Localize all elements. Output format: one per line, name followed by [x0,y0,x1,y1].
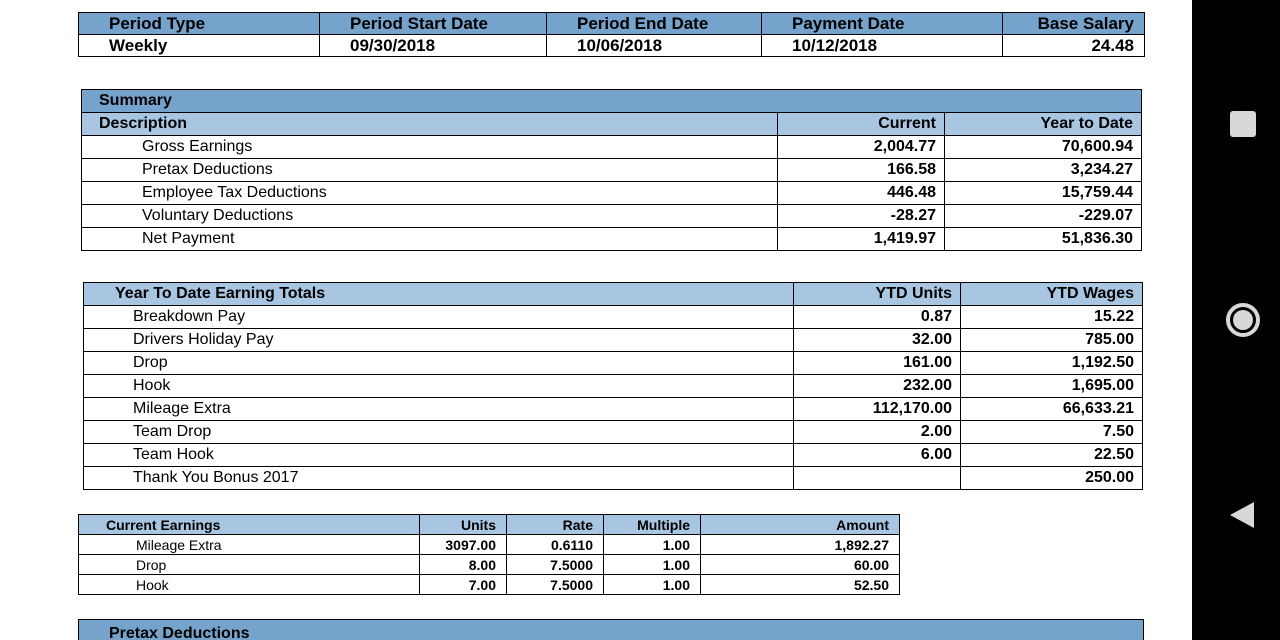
summary-current-header: Current [778,113,945,136]
summary-label: Gross Earnings [82,136,778,159]
current-rate: 0.6110 [507,535,604,555]
summary-ytd: 15,759.44 [945,182,1142,205]
summary-current: 2,004.77 [778,136,945,159]
current-multiple: 1.00 [604,555,701,575]
ytd-wages: 1,695.00 [961,375,1143,398]
payment-date-value: 10/12/2018 [762,35,1003,57]
ytd-earnings-header: Year To Date Earning Totals [84,283,794,306]
current-units: 3097.00 [420,535,507,555]
summary-title: Summary [82,90,1142,113]
ytd-label: Thank You Bonus 2017 [84,467,794,490]
period-start-header: Period Start Date [320,13,547,35]
ytd-units: 32.00 [794,329,961,352]
period-header-row [79,13,1145,35]
base-salary-header: Base Salary [1003,13,1145,35]
recents-square-icon[interactable] [1230,111,1256,137]
summary-ytd-header: Year to Date [945,113,1142,136]
ytd-wages-header: YTD Wages [961,283,1143,306]
current-units: 8.00 [420,555,507,575]
current-units: 7.00 [420,575,507,595]
ytd-wages: 22.50 [961,444,1143,467]
current-multiple-header: Multiple [604,515,701,535]
current-multiple: 1.00 [604,575,701,595]
current-row [79,555,900,575]
current-amount: 60.00 [701,555,900,575]
ytd-wages: 7.50 [961,421,1143,444]
summary-current: 166.58 [778,159,945,182]
summary-ytd: 3,234.27 [945,159,1142,182]
summary-header-row [82,113,1142,136]
summary-ytd: 70,600.94 [945,136,1142,159]
ytd-label: Breakdown Pay [84,306,794,329]
ytd-units: 6.00 [794,444,961,467]
current-label: Hook [79,575,420,595]
ytd-header-row [84,283,1143,306]
ytd-label: Team Hook [84,444,794,467]
summary-row [82,136,1142,159]
summary-current: 446.48 [778,182,945,205]
ytd-units: 161.00 [794,352,961,375]
summary-label: Net Payment [82,228,778,251]
current-amount: 52.50 [701,575,900,595]
current-rate: 7.5000 [507,555,604,575]
current-rate-header: Rate [507,515,604,535]
base-salary-value: 24.48 [1003,35,1145,57]
ytd-earnings-table [83,282,1143,490]
summary-current: 1,419.97 [778,228,945,251]
ytd-label: Hook [84,375,794,398]
pretax-deductions-header: Pretax Deductions [78,619,1144,640]
ytd-units-header: YTD Units [794,283,961,306]
ytd-units: 112,170.00 [794,398,961,421]
current-header-row [79,515,900,535]
current-units-header: Units [420,515,507,535]
period-type-header: Period Type [79,13,320,35]
summary-row [82,228,1142,251]
summary-description-header: Description [82,113,778,136]
payment-date-header: Payment Date [762,13,1003,35]
current-row [79,575,900,595]
current-rate: 7.5000 [507,575,604,595]
ytd-row [84,467,1143,490]
ytd-label: Team Drop [84,421,794,444]
ytd-row [84,398,1143,421]
ytd-row [84,421,1143,444]
ytd-row [84,444,1143,467]
ytd-units [794,467,961,490]
ytd-label: Mileage Extra [84,398,794,421]
summary-row [82,159,1142,182]
summary-label: Voluntary Deductions [82,205,778,228]
current-earnings-table [78,514,900,595]
summary-ytd: -229.07 [945,205,1142,228]
current-row [79,535,900,555]
ytd-units: 2.00 [794,421,961,444]
current-earnings-header: Current Earnings [79,515,420,535]
back-triangle-icon[interactable] [1230,502,1254,528]
ytd-row [84,352,1143,375]
ytd-wages: 66,633.21 [961,398,1143,421]
home-circle-icon[interactable] [1226,303,1260,337]
ytd-row [84,306,1143,329]
period-type-value: Weekly [79,35,320,57]
summary-current: -28.27 [778,205,945,228]
period-end-header: Period End Date [547,13,762,35]
ytd-row [84,329,1143,352]
period-info-table [78,12,1145,57]
ytd-wages: 785.00 [961,329,1143,352]
current-multiple: 1.00 [604,535,701,555]
current-amount-header: Amount [701,515,900,535]
ytd-wages: 250.00 [961,467,1143,490]
summary-label: Employee Tax Deductions [82,182,778,205]
ytd-label: Drop [84,352,794,375]
ytd-units: 0.87 [794,306,961,329]
summary-row [82,182,1142,205]
summary-table [81,89,1142,251]
summary-label: Pretax Deductions [82,159,778,182]
current-amount: 1,892.27 [701,535,900,555]
ytd-units: 232.00 [794,375,961,398]
summary-row [82,205,1142,228]
current-label: Mileage Extra [79,535,420,555]
period-start-value: 09/30/2018 [320,35,547,57]
ytd-label: Drivers Holiday Pay [84,329,794,352]
ytd-row [84,375,1143,398]
period-end-value: 10/06/2018 [547,35,762,57]
ytd-wages: 1,192.50 [961,352,1143,375]
ytd-wages: 15.22 [961,306,1143,329]
summary-title-row [82,90,1142,113]
current-label: Drop [79,555,420,575]
summary-ytd: 51,836.30 [945,228,1142,251]
period-value-row [79,35,1145,57]
